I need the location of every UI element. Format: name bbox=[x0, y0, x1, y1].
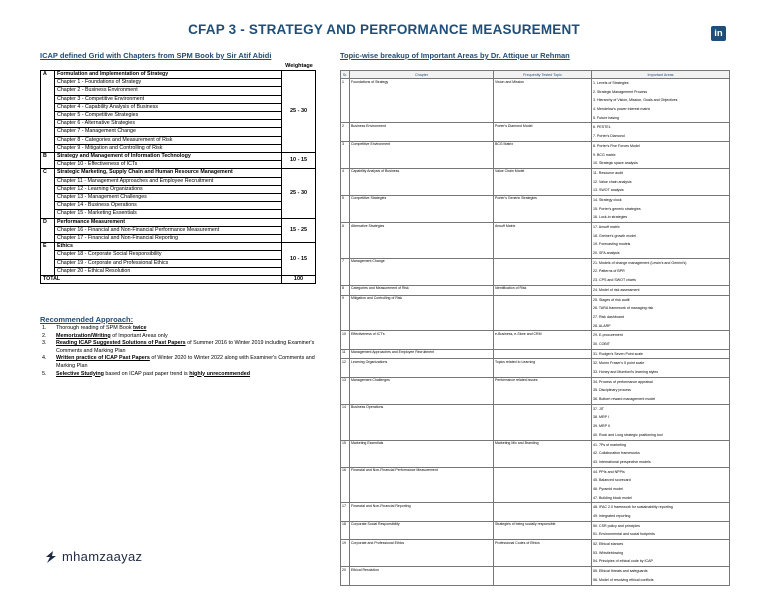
topic-frequent bbox=[494, 404, 592, 440]
grid-section-row bbox=[41, 71, 316, 79]
topic-frequent: Vision and Mission bbox=[494, 79, 592, 123]
item-number: 2. bbox=[42, 332, 47, 339]
important-area-item: 19. Forecasting models bbox=[593, 242, 631, 247]
topic-frequent: Performance related issues bbox=[494, 377, 592, 404]
item-number: 4. bbox=[42, 355, 47, 362]
important-area-item: 22. Patterns of BPR bbox=[593, 269, 625, 274]
section-code: D bbox=[41, 218, 55, 243]
topic-row bbox=[341, 79, 730, 123]
topic-sr: 7 bbox=[341, 258, 350, 285]
topic-frequent bbox=[494, 567, 592, 585]
section-code: A bbox=[41, 71, 55, 153]
topic-frequent: Professional Codes of Ethics bbox=[494, 540, 592, 567]
chapter-name: Chapter 1 - Foundations of Strategy bbox=[55, 79, 282, 87]
grid-section-row bbox=[41, 218, 316, 226]
important-area-item: 9. BCG matrix bbox=[593, 152, 616, 157]
section-weightage: 25 - 30 bbox=[282, 169, 316, 218]
important-area-item: 5. Future basing bbox=[593, 115, 619, 120]
important-area-item: 45. Balanced scorecard bbox=[593, 478, 631, 483]
important-area-item: 6. PESTEL bbox=[593, 125, 611, 130]
topic-row bbox=[341, 349, 730, 359]
chapter-name: Chapter 6 - Alternative Strategies bbox=[55, 120, 282, 128]
chapter-name: Chapter 10 - Effectiveness of ICTs bbox=[55, 161, 282, 169]
chapter-name: Chapter 18 - Corporate Social Responsibility bbox=[55, 251, 282, 259]
topic-row bbox=[341, 440, 730, 467]
topic-important-areas bbox=[592, 141, 730, 168]
chapter-name: Chapter 14 - Business Operations bbox=[55, 202, 282, 210]
topic-frequent: Porter's Generic Strategies bbox=[494, 195, 592, 222]
logo-text: mhamzaayaz bbox=[62, 549, 143, 564]
topic-sr: 17 bbox=[341, 503, 350, 521]
important-area-item: 10. Strategic space analysis bbox=[593, 161, 638, 166]
item-text: Thorough reading of SPM Book bbox=[56, 325, 134, 331]
important-area-item: 24. Model of risk assessment bbox=[593, 287, 640, 292]
topic-chapter: Capability Analysis of Business bbox=[350, 168, 494, 195]
topic-frequent: Ansoff Matrix bbox=[494, 223, 592, 259]
topic-row bbox=[341, 521, 730, 539]
section-title: Formulation and Implementation of Strategy bbox=[55, 71, 282, 79]
grid-chapter-row bbox=[41, 235, 316, 243]
important-area-item: 16. Lock-in strategies bbox=[593, 215, 628, 220]
topic-important-areas bbox=[592, 540, 730, 567]
topic-chapter: Management Approaches and Employee Recruitment bbox=[350, 349, 494, 359]
important-area-item: 33. Honey and Mumford's learning styles bbox=[593, 370, 659, 374]
important-area-item: 51. Environmental and social footprints bbox=[593, 532, 655, 537]
linkedin-icon[interactable]: in bbox=[711, 26, 726, 41]
topic-sr: 16 bbox=[341, 467, 350, 503]
topic-row bbox=[341, 540, 730, 567]
topic-frequent: Topics related to Learning bbox=[494, 359, 592, 377]
topic-important-areas bbox=[592, 440, 730, 467]
item-number: 3. bbox=[42, 340, 47, 347]
grid-chapter-row bbox=[41, 87, 316, 95]
topic-frequent bbox=[494, 258, 592, 285]
topic-frequent bbox=[494, 349, 592, 359]
important-area-item: 44. PPIs and NPPIs bbox=[593, 469, 625, 474]
section-code: B bbox=[41, 153, 55, 169]
important-area-item: 48. IFAC 2.0 framework for sustainability reporting bbox=[593, 505, 673, 510]
topic-frequent: Value Chain Model bbox=[494, 168, 592, 195]
topic-sr: 3 bbox=[341, 141, 350, 168]
grid-chapter-row bbox=[41, 103, 316, 111]
recommended-approach-list bbox=[40, 325, 320, 378]
important-area-item: 18. Greiner's growth model bbox=[593, 233, 637, 238]
chapter-name: Chapter 11 - Management Approaches and Employee Recruitment bbox=[55, 177, 282, 185]
important-area-item: 11. Resource audit bbox=[593, 170, 623, 175]
chapter-name: Chapter 2 - Business Environment bbox=[55, 87, 282, 95]
section-code: E bbox=[41, 243, 55, 276]
important-area-item: 43. International perspective models bbox=[593, 459, 651, 464]
important-area-item: 21. Models of change management (Lewin's and Gemini's) bbox=[593, 260, 687, 265]
topic-sr: 9 bbox=[341, 295, 350, 331]
topic-important-areas bbox=[592, 168, 730, 195]
topic-breakup-table bbox=[340, 70, 730, 586]
logo-mark-icon bbox=[44, 550, 58, 564]
topic-frequent: Porter's Diamond Model bbox=[494, 123, 592, 141]
topic-chapter: Corporate Social Responsibility bbox=[350, 521, 494, 539]
important-area-item: 3. Hierarchy of Vision, Mission, Goals and Objectives bbox=[593, 98, 678, 103]
item-text: of Summer 2016 to Winter 2019 including Examiner's Comments and Marking Plan bbox=[56, 340, 315, 354]
topic-row bbox=[341, 123, 730, 141]
topic-sr: 18 bbox=[341, 521, 350, 539]
important-area-item: 15. Porter's generic strategies bbox=[593, 206, 641, 211]
item-text: based on ICAP past paper trend is bbox=[103, 370, 190, 377]
grid-chapter-row bbox=[41, 120, 316, 128]
important-area-item: 12. Value chain analysis bbox=[593, 179, 632, 184]
topic-important-areas bbox=[592, 377, 730, 404]
topic-frequent: e-Business, e-Store and CRM bbox=[494, 331, 592, 349]
topic-row bbox=[341, 377, 730, 404]
chapter-name: Chapter 4 - Capability Analysis of Business bbox=[55, 103, 282, 111]
topic-sr: 13 bbox=[341, 377, 350, 404]
grid-chapter-row bbox=[41, 202, 316, 210]
section-weightage: 25 - 30 bbox=[282, 71, 316, 153]
item-emphasis: Memorization/Writing bbox=[56, 332, 111, 339]
topic-important-areas bbox=[592, 123, 730, 141]
grid-chapter-row bbox=[41, 210, 316, 218]
topic-chapter: Alternative Strategies bbox=[350, 223, 494, 259]
topic-important-areas bbox=[592, 295, 730, 331]
item-text: of Winter 2020 to Winter 2022 along with Examiner's Comments and Marking Plan bbox=[56, 355, 315, 369]
important-area-item: 41. 7Ps of marketing bbox=[593, 442, 626, 447]
topic-row bbox=[341, 141, 730, 168]
topic-important-areas bbox=[592, 503, 730, 521]
grid-total-row bbox=[41, 276, 316, 284]
important-area-item: 38. MRP I bbox=[593, 415, 609, 420]
topic-important-areas bbox=[592, 79, 730, 123]
grid-chapter-row bbox=[41, 267, 316, 275]
grid-chapter-row bbox=[41, 144, 316, 152]
important-area-item: 29. E-procurement bbox=[593, 333, 623, 338]
topic-frequent: Identification of Risk bbox=[494, 285, 592, 295]
important-area-item: 25. Stages of risk audit bbox=[593, 297, 630, 302]
important-area-item: 34. Process of performance appraisal bbox=[593, 379, 653, 384]
topic-row bbox=[341, 567, 730, 585]
header-chapter: Chapter bbox=[350, 71, 494, 79]
topic-frequent bbox=[494, 295, 592, 331]
topic-sr: 10 bbox=[341, 331, 350, 349]
topic-frequent: Marketing Mix and Branding bbox=[494, 440, 592, 467]
header-sr: Sr. bbox=[341, 71, 350, 79]
section-title: Strategic Marketing, Supply Chain and Human Resource Management bbox=[55, 169, 282, 177]
important-area-item: 26. TARA framework of managing risk bbox=[593, 306, 654, 311]
weightage-header: Weightage bbox=[285, 63, 313, 69]
topic-chapter: Corporate and Professional Ethics bbox=[350, 540, 494, 567]
section-title: Ethics bbox=[55, 243, 282, 251]
topic-important-areas bbox=[592, 521, 730, 539]
topic-row bbox=[341, 359, 730, 377]
section-code: C bbox=[41, 169, 55, 218]
page-title: CFAP 3 - STRATEGY AND PERFORMANCE MEASUREMENT bbox=[188, 22, 580, 37]
recommended-item bbox=[40, 355, 320, 370]
topic-chapter: Financial and Non-Financial Performance Measurement bbox=[350, 467, 494, 503]
grid-section-row bbox=[41, 243, 316, 251]
important-area-item: 13. SWOT analysis bbox=[593, 188, 624, 193]
important-area-item: 27. Risk dashboard bbox=[593, 314, 624, 319]
important-area-item: 30. COBIT bbox=[593, 341, 610, 346]
item-number: 1. bbox=[42, 325, 47, 331]
topic-sr: 15 bbox=[341, 440, 350, 467]
grid-chapter-row bbox=[41, 79, 316, 87]
topic-row bbox=[341, 168, 730, 195]
topic-chapter: Categories and Measurement of Risk bbox=[350, 285, 494, 295]
chapter-name: Chapter 5 - Competitive Strategies bbox=[55, 112, 282, 120]
grid-chapter-row bbox=[41, 161, 316, 169]
important-area-item: 23. CPS and SWOT charts bbox=[593, 278, 636, 283]
important-area-item: 2. Strategic Management Process bbox=[593, 89, 648, 94]
topic-important-areas bbox=[592, 223, 730, 259]
topic-important-areas bbox=[592, 258, 730, 285]
section-title: Strategy and Management of Information Technology bbox=[55, 153, 282, 161]
topic-important-areas bbox=[592, 467, 730, 503]
important-area-item: 49. Integrated reporting bbox=[593, 514, 631, 518]
topic-chapter: Competitive Environment bbox=[350, 141, 494, 168]
topic-important-areas bbox=[592, 331, 730, 349]
grid-chapter-row bbox=[41, 177, 316, 185]
grid-section-row bbox=[41, 153, 316, 161]
topic-chapter: Business Environment bbox=[350, 123, 494, 141]
topic-sr: 5 bbox=[341, 195, 350, 222]
important-area-item: 8. Porter's Five Forces Model bbox=[593, 143, 640, 148]
topic-frequent: Strategies of being socially responsible bbox=[494, 521, 592, 539]
topic-important-areas bbox=[592, 349, 730, 359]
topic-row bbox=[341, 503, 730, 521]
topic-chapter: Management Challenges bbox=[350, 377, 494, 404]
important-area-item: 28. ALARP bbox=[593, 323, 611, 328]
grid-chapter-row bbox=[41, 136, 316, 144]
chapter-name: Chapter 19 - Corporate and Professional Ethics bbox=[55, 259, 282, 267]
section-weightage: 10 - 15 bbox=[282, 243, 316, 276]
topic-sr: 1 bbox=[341, 79, 350, 123]
total-value: 100 bbox=[282, 276, 316, 284]
topic-row bbox=[341, 195, 730, 222]
important-area-item: 1. Levels of Strategies bbox=[593, 81, 629, 85]
topic-important-areas bbox=[592, 404, 730, 440]
item-emphasis: twice bbox=[133, 325, 147, 331]
important-area-item: 52. Ethical stances bbox=[593, 542, 624, 547]
section-weightage: 15 - 25 bbox=[282, 218, 316, 243]
topic-chapter: Learning Organizations bbox=[350, 359, 494, 377]
chapter-name: Chapter 12 - Learning Organizations bbox=[55, 185, 282, 193]
chapter-name: Chapter 20 - Ethical Resolution bbox=[55, 267, 282, 275]
chapter-name: Chapter 15 - Marketing Essentials bbox=[55, 210, 282, 218]
header-frequently-tested-topic: Frequently Tested Topic bbox=[494, 71, 592, 79]
important-area-item: 40. Rock and Long strategic positioning tool bbox=[593, 432, 663, 437]
important-area-item: 7. Porter's Diamond bbox=[593, 134, 625, 139]
grid-chapter-row bbox=[41, 251, 316, 259]
topic-chapter: Marketing Essentials bbox=[350, 440, 494, 467]
important-area-item: 20. SFA analysis bbox=[593, 251, 620, 256]
item-emphasis: Reading ICAP Suggested Solutions of Past Papers bbox=[56, 340, 186, 347]
topic-row bbox=[341, 285, 730, 295]
topic-sr: 11 bbox=[341, 349, 350, 359]
topic-chapter: Foundations of Strategy bbox=[350, 79, 494, 123]
topic-important-areas bbox=[592, 567, 730, 585]
grid-section-row bbox=[41, 169, 316, 177]
total-label: TOTAL bbox=[41, 276, 282, 284]
topic-sr: 12 bbox=[341, 359, 350, 377]
important-area-item: 14. Strategy clock bbox=[593, 197, 622, 202]
topic-frequent bbox=[494, 503, 592, 521]
item-emphasis: Selective Studying bbox=[56, 370, 104, 377]
topic-frequent: BCG Matrix bbox=[494, 141, 592, 168]
recommended-item bbox=[40, 371, 320, 379]
icap-grid-table bbox=[40, 70, 316, 284]
important-area-item: 35. Disciplinary process bbox=[593, 388, 631, 393]
chapter-name: Chapter 7 - Management Change bbox=[55, 128, 282, 136]
chapter-name: Chapter 16 - Financial and Non-Financial Performance Measurement bbox=[55, 226, 282, 234]
topic-chapter: Competitive Strategies bbox=[350, 195, 494, 222]
topic-row bbox=[341, 295, 730, 331]
topic-sr: 4 bbox=[341, 168, 350, 195]
important-area-item: 42. Collaboration frameworks bbox=[593, 451, 640, 456]
chapter-name: Chapter 8 - Categories and Measurement of Risk bbox=[55, 136, 282, 144]
recommended-item bbox=[40, 325, 320, 333]
chapter-name: Chapter 9 - Mitigation and Controlling of Risk bbox=[55, 144, 282, 152]
recommended-item bbox=[40, 340, 320, 355]
topic-sr: 14 bbox=[341, 404, 350, 440]
section-weightage: 10 - 15 bbox=[282, 153, 316, 169]
grid-chapter-row bbox=[41, 95, 316, 103]
important-area-item: 55. Ethical threats and safeguards bbox=[593, 569, 648, 574]
grid-chapter-row bbox=[41, 194, 316, 202]
item-emphasis: highly unrecommended bbox=[189, 370, 251, 377]
chapter-name: Chapter 17 - Financial and Non-Financial Reporting bbox=[55, 235, 282, 243]
important-area-item: 36. Bottom reward management model bbox=[593, 397, 656, 402]
important-area-item: 53. Whistleblowing bbox=[593, 550, 623, 555]
topic-breakup-heading: Topic-wise breakup of Important Areas by Dr. Attique ur Rehman bbox=[340, 51, 570, 60]
topic-important-areas bbox=[592, 359, 730, 377]
topic-sr: 2 bbox=[341, 123, 350, 141]
chapter-name: Chapter 3 - Competitive Environment bbox=[55, 95, 282, 103]
topic-row bbox=[341, 404, 730, 440]
important-area-item: 56. Model of resolving ethical conflicts bbox=[593, 577, 654, 582]
topic-row bbox=[341, 223, 730, 259]
chapter-name: Chapter 13 - Management Challenges bbox=[55, 194, 282, 202]
item-text: of Important Areas only bbox=[110, 332, 168, 339]
topic-chapter: Effectiveness of ICT's bbox=[350, 331, 494, 349]
important-area-item: 54. Principles of ethical code by ICAP bbox=[593, 559, 653, 564]
grid-chapter-row bbox=[41, 128, 316, 136]
item-number: 5. bbox=[42, 370, 47, 377]
topic-sr: 8 bbox=[341, 285, 350, 295]
grid-chapter-row bbox=[41, 112, 316, 120]
important-area-item: 17. Ansoff matrix bbox=[593, 225, 620, 229]
topic-chapter: Financial and Non-Financial Reporting bbox=[350, 503, 494, 521]
item-emphasis: Written practice of ICAP Past Papers bbox=[56, 355, 150, 362]
important-area-item: 31. Rodger's Seven Point scale bbox=[593, 351, 644, 356]
topic-sr: 6 bbox=[341, 223, 350, 259]
grid-chapter-row bbox=[41, 259, 316, 267]
header-important-areas: Important Areas bbox=[592, 71, 730, 79]
important-area-item: 47. Building block model bbox=[593, 495, 632, 500]
topic-chapter: Mitigation and Controlling of Risk bbox=[350, 295, 494, 331]
grid-chapter-row bbox=[41, 185, 316, 193]
topic-chapter: Ethical Resolution bbox=[350, 567, 494, 585]
topic-sr: 20 bbox=[341, 567, 350, 585]
topic-chapter: Management Change bbox=[350, 258, 494, 285]
important-area-item: 4. Mendelow's power interest matrix bbox=[593, 107, 651, 112]
important-area-item: 39. MRP II bbox=[593, 424, 610, 429]
important-area-item: 46. Pyramid model bbox=[593, 486, 623, 491]
section-title: Performance Measurement bbox=[55, 218, 282, 226]
grid-chapter-row bbox=[41, 226, 316, 234]
topic-chapter: Business Operations bbox=[350, 404, 494, 440]
topic-row bbox=[341, 467, 730, 503]
topic-important-areas bbox=[592, 195, 730, 222]
important-area-item: 50. CSR policy and principles bbox=[593, 523, 640, 528]
topic-row bbox=[341, 331, 730, 349]
important-area-item: 37. JIT bbox=[593, 406, 604, 411]
topic-important-areas bbox=[592, 285, 730, 295]
topic-frequent bbox=[494, 467, 592, 503]
topic-sr: 19 bbox=[341, 540, 350, 567]
topic-row bbox=[341, 258, 730, 285]
icap-grid-heading: ICAP defined Grid with Chapters from SPM Book by Sir Atif Abidi bbox=[40, 51, 272, 60]
important-area-item: 32. Munro Fraser's 5 point scale bbox=[593, 361, 645, 366]
recommended-approach-heading: Recommended Approach: bbox=[40, 315, 134, 324]
recommended-item bbox=[40, 333, 320, 341]
topic-table-header-row bbox=[341, 71, 730, 79]
